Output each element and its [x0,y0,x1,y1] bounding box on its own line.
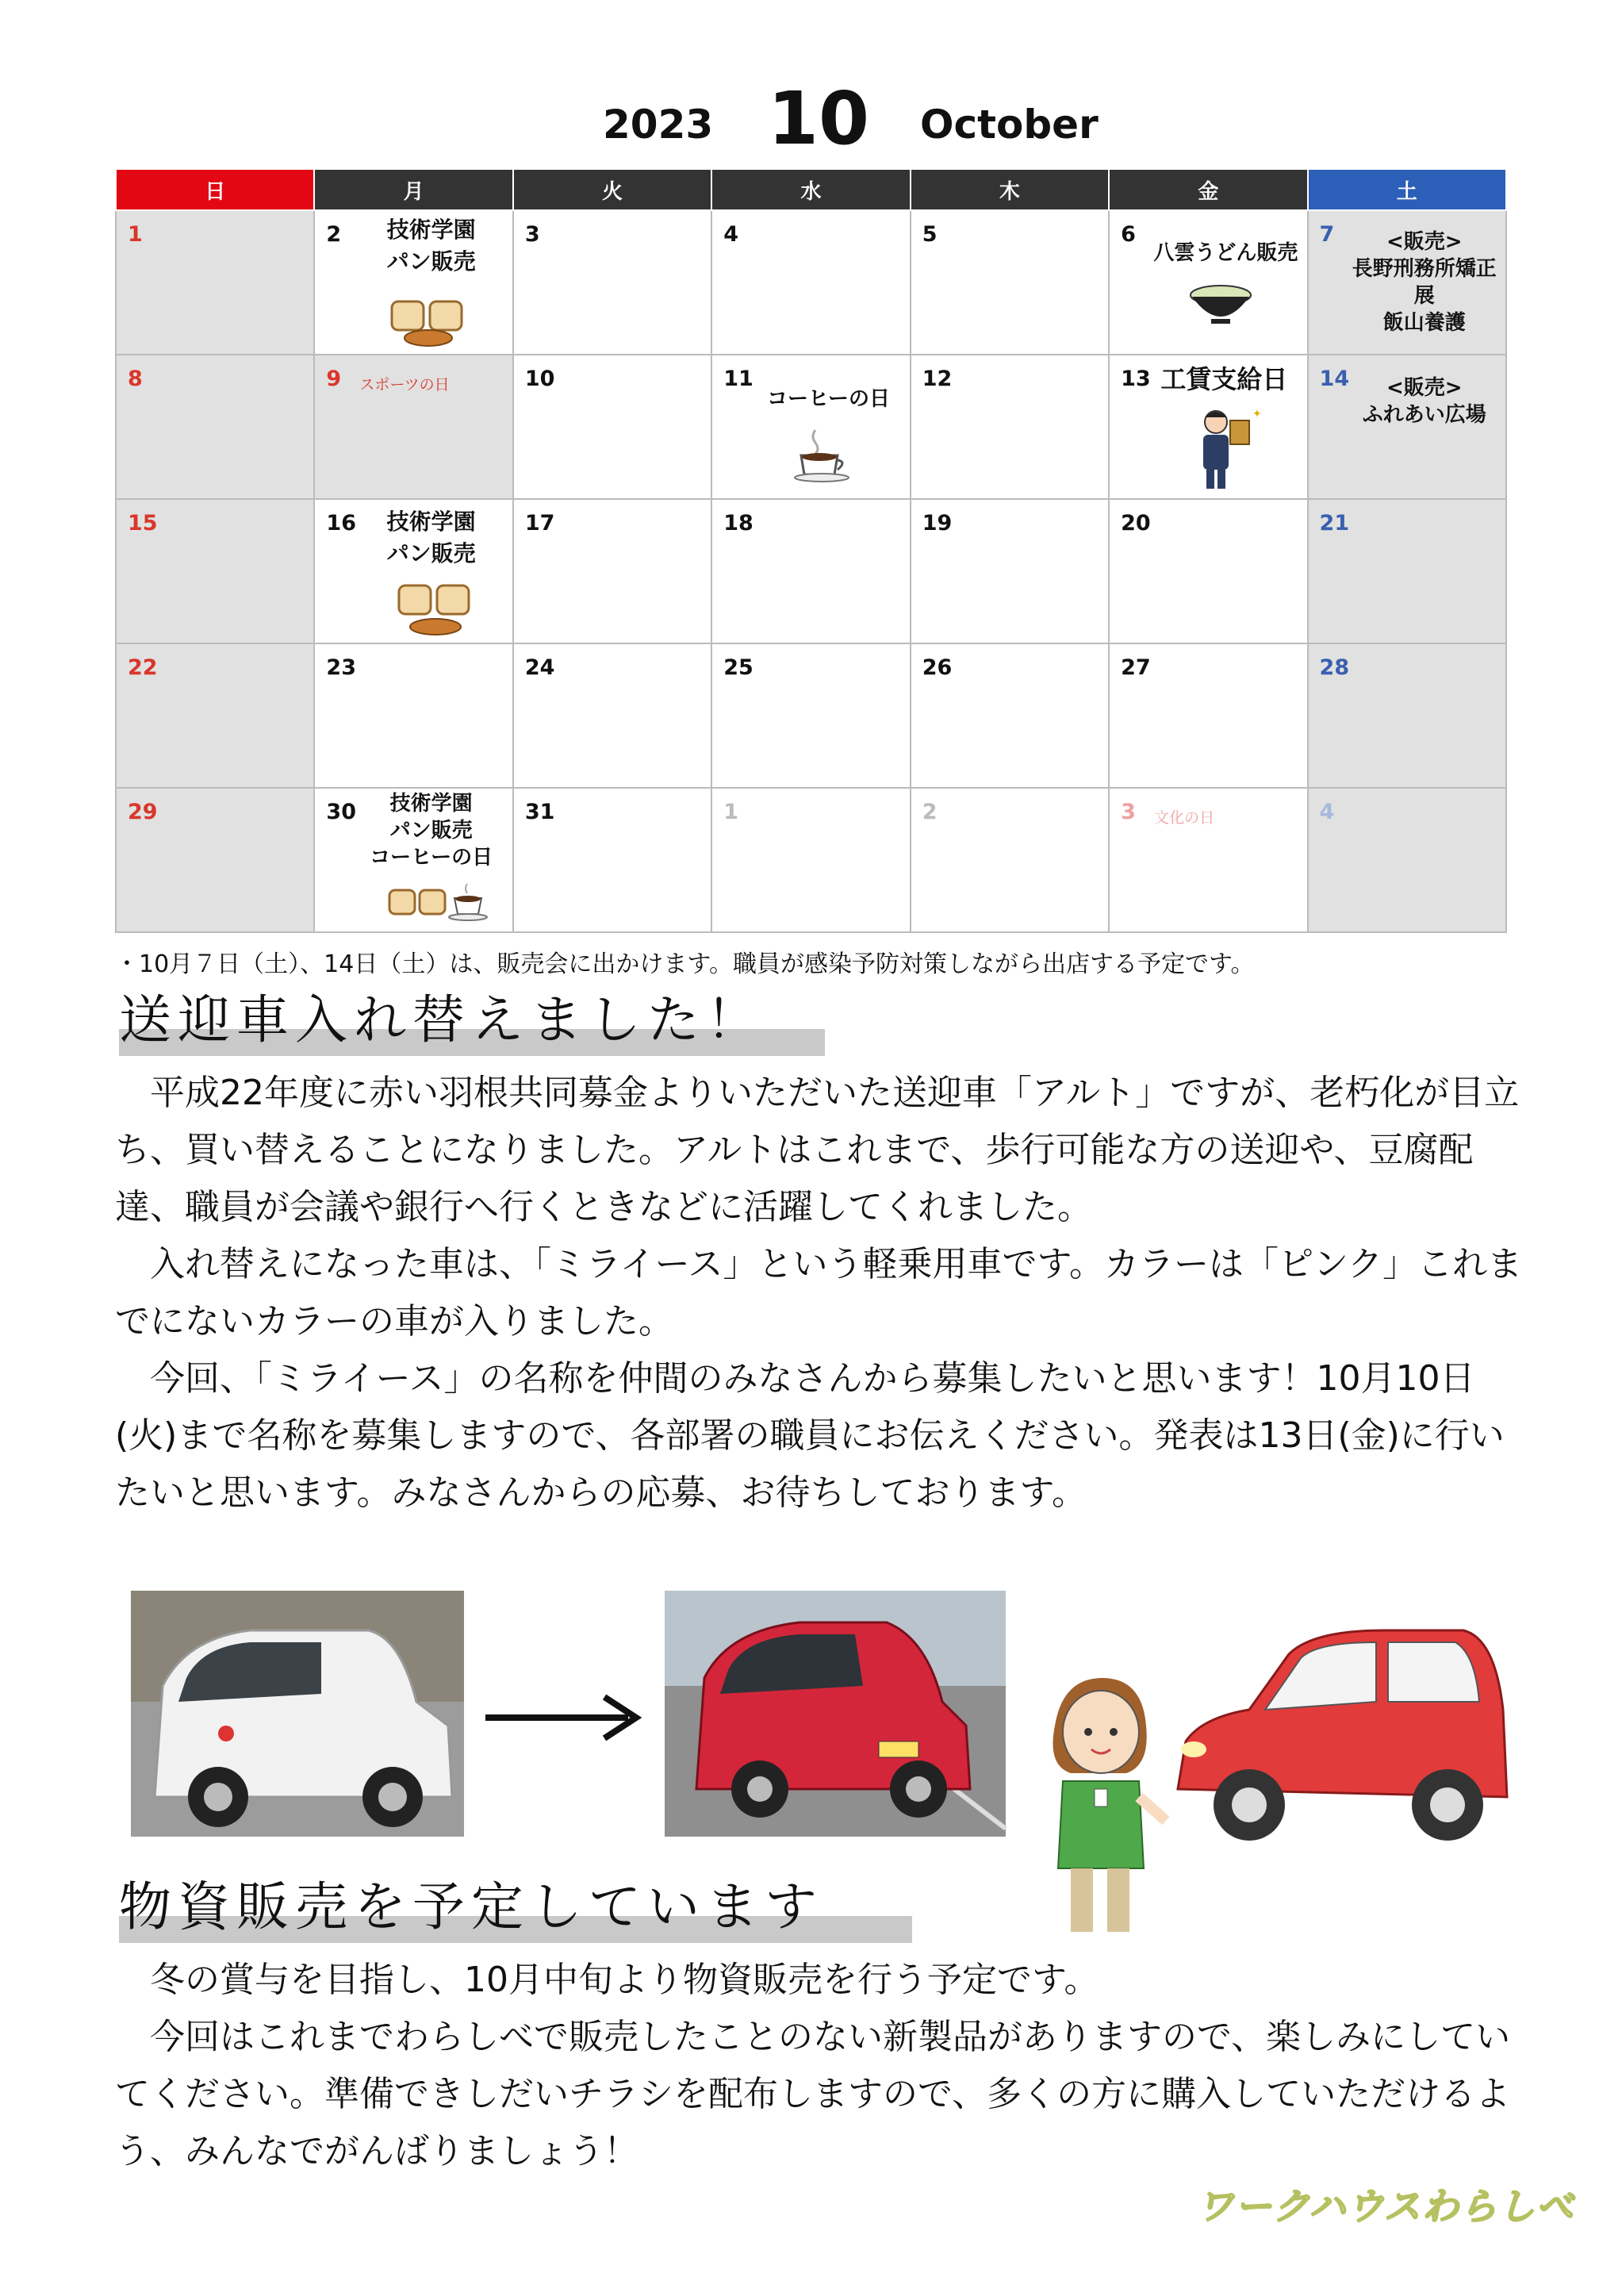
day-number: 5 [922,222,938,247]
weekday-wed: 水 [711,169,910,210]
staff-illustration [1031,1670,1158,1940]
day-cell [513,643,711,788]
day-cell [513,210,711,355]
calendar-week [116,499,1506,643]
section1-body [115,1065,1527,1522]
paragraph: 入れ替えになった車は、「ミライース」という軽乗用車です。カラーは「ピンク」これまでにないカラーの車が入りました。 [115,1244,1523,1342]
day-number: 1 [723,800,739,824]
bread-icon [388,882,491,925]
new-car-photo [665,1591,1006,1837]
holiday-label: スポーツの日 [359,376,450,394]
day-cell [911,210,1109,355]
day-cell [711,355,910,499]
section-heading: 物資販売を予定しています [119,1864,912,1940]
weekday-header-row [116,169,1506,210]
paragraph: 冬の賞与を目指し、10月中旬より物資販売を行う予定です。 [115,1960,1099,2000]
day-cell [911,355,1109,499]
red-car-image [665,1591,1006,1837]
day-cell [1308,210,1506,355]
weekday-tue: 火 [513,169,711,210]
red-car-illustration [1162,1622,1515,1860]
event-label: <販売> ふれあい広場 [1362,376,1486,427]
day-number: 3 [1121,800,1136,824]
calendar-week [116,643,1506,788]
day-cell [1109,355,1307,499]
day-cell [1308,788,1506,932]
event-label: 技術学園 パン販売 コーヒーの日 [370,792,493,870]
day-number: 25 [723,655,753,680]
day-cell [911,643,1109,788]
event-label: コーヒーの日 [766,387,890,411]
day-number: 10 [524,367,555,391]
organization-logo: ワークハウスわらしべ [1197,2185,1574,2228]
day-number: 2 [326,222,342,247]
udon-bowl-icon [1187,281,1254,328]
day-cell [1109,210,1307,355]
paragraph: 今回はこれまでわらしべで販売したことのない新製品がありますので、楽しみにしていてください。準備できしだいチラシを配布しますので、多くの方に購入していただけるよう、みんなでがんばりましょう！ [115,2017,1511,2171]
day-cell [711,499,910,643]
calendar-note: ・10月７日（土）、14日（土）は、販売会に出かけます。職員が感染予防対策しながら出店する予定です。 [115,950,1255,978]
day-cell [711,788,910,932]
day-number: 6 [1121,222,1136,247]
old-car-photo [131,1591,464,1837]
day-cell [1308,355,1506,499]
day-number: 14 [1319,367,1350,391]
day-number: 28 [1319,655,1350,680]
day-cell [1308,643,1506,788]
svg-text:✦: ✦ [1252,408,1262,420]
section-heading: 送迎車入れ替えました！ [119,977,825,1053]
day-number: 13 [1121,367,1151,391]
day-cell [1109,499,1307,643]
calendar-week [116,788,1506,932]
day-cell [513,499,711,643]
day-number: 12 [922,367,953,391]
calendar-week [116,210,1506,355]
day-number: 20 [1121,511,1151,536]
bread-icon [397,582,485,638]
day-cell [911,788,1109,932]
day-cell [314,643,512,788]
event-label: 八雲うどん販売 [1153,241,1298,265]
weekday-mon: 月 [314,169,512,210]
day-number: 18 [723,511,753,536]
day-cell [314,210,512,355]
arrow-right-icon [485,1694,644,1741]
day-cell [711,210,910,355]
day-number: 3 [524,222,540,247]
holiday-label: 文化の日 [1154,809,1215,827]
day-cell [116,355,314,499]
day-number: 30 [326,800,356,824]
day-cell [1308,499,1506,643]
day-cell [116,210,314,355]
day-number: 4 [723,222,739,247]
day-number: 7 [1319,222,1335,247]
day-cell [314,499,512,643]
day-number: 22 [128,655,158,680]
day-number: 27 [1121,655,1151,680]
event-label: 工賃支給日 [1160,364,1288,394]
day-number: 9 [326,367,342,391]
coffee-cup-icon [792,427,855,482]
paragraph: 今回、「ミライース」の名称を仲間のみなさんから募集したいと思います！10月10日(火)まで名称を募集しますので、各部署の職員にお伝えください。発表は13日(金)に行いたいと思います。みなさんからの応募、お待ちしております。 [115,1358,1505,1513]
day-cell [513,788,711,932]
day-cell [1109,643,1307,788]
section2-body [115,1952,1527,2180]
day-number: 21 [1319,511,1350,536]
day-cell [116,788,314,932]
wage-envelope-worker-icon [1189,405,1260,492]
day-cell [911,499,1109,643]
calendar-week [116,355,1506,499]
day-cell [314,788,512,932]
day-cell [513,355,711,499]
paragraph: 平成22年度に赤い羽根共同募金よりいただいた送迎車「アルト」ですが、老朽化が目立ち、買い替えることになりました。アルトはこれまで、歩行可能な方の送迎や、豆腐配達、職員が会議や銀行へ行くときなどに活躍してくれました。 [115,1073,1520,1227]
day-number: 2 [922,800,938,824]
event-label: 技術学園 パン販売 [386,217,476,275]
event-label: 技術学園 パン販売 [386,509,476,566]
day-number: 29 [128,800,158,824]
day-number: 19 [922,511,953,536]
day-cell [711,643,910,788]
day-number: 23 [326,655,356,680]
calendar-month-name: October [920,102,1099,148]
day-number: 11 [723,367,753,391]
white-car-image [131,1591,464,1837]
day-number: 17 [524,511,555,536]
day-number: 4 [1319,800,1335,824]
day-number: 15 [128,511,158,536]
weekday-fri: 金 [1109,169,1307,210]
weekday-sat: 土 [1308,169,1506,210]
day-number: 16 [326,511,356,536]
day-cell [116,643,314,788]
day-cell [314,355,512,499]
bread-icon [390,298,477,347]
day-number: 24 [524,655,555,680]
weekday-sun: 日 [116,169,314,210]
event-label: <販売> 長野刑務所矯正展 飯山養護 [1352,230,1497,335]
weekday-thu: 木 [911,169,1109,210]
day-number: 8 [128,367,143,391]
calendar-grid [115,168,1507,933]
day-number: 26 [922,655,953,680]
calendar-year: 2023 [603,102,714,148]
day-cell [116,499,314,643]
day-number: 31 [524,800,555,824]
day-cell [1109,788,1307,932]
day-number: 1 [128,222,143,247]
calendar-month: 10 [768,76,870,161]
